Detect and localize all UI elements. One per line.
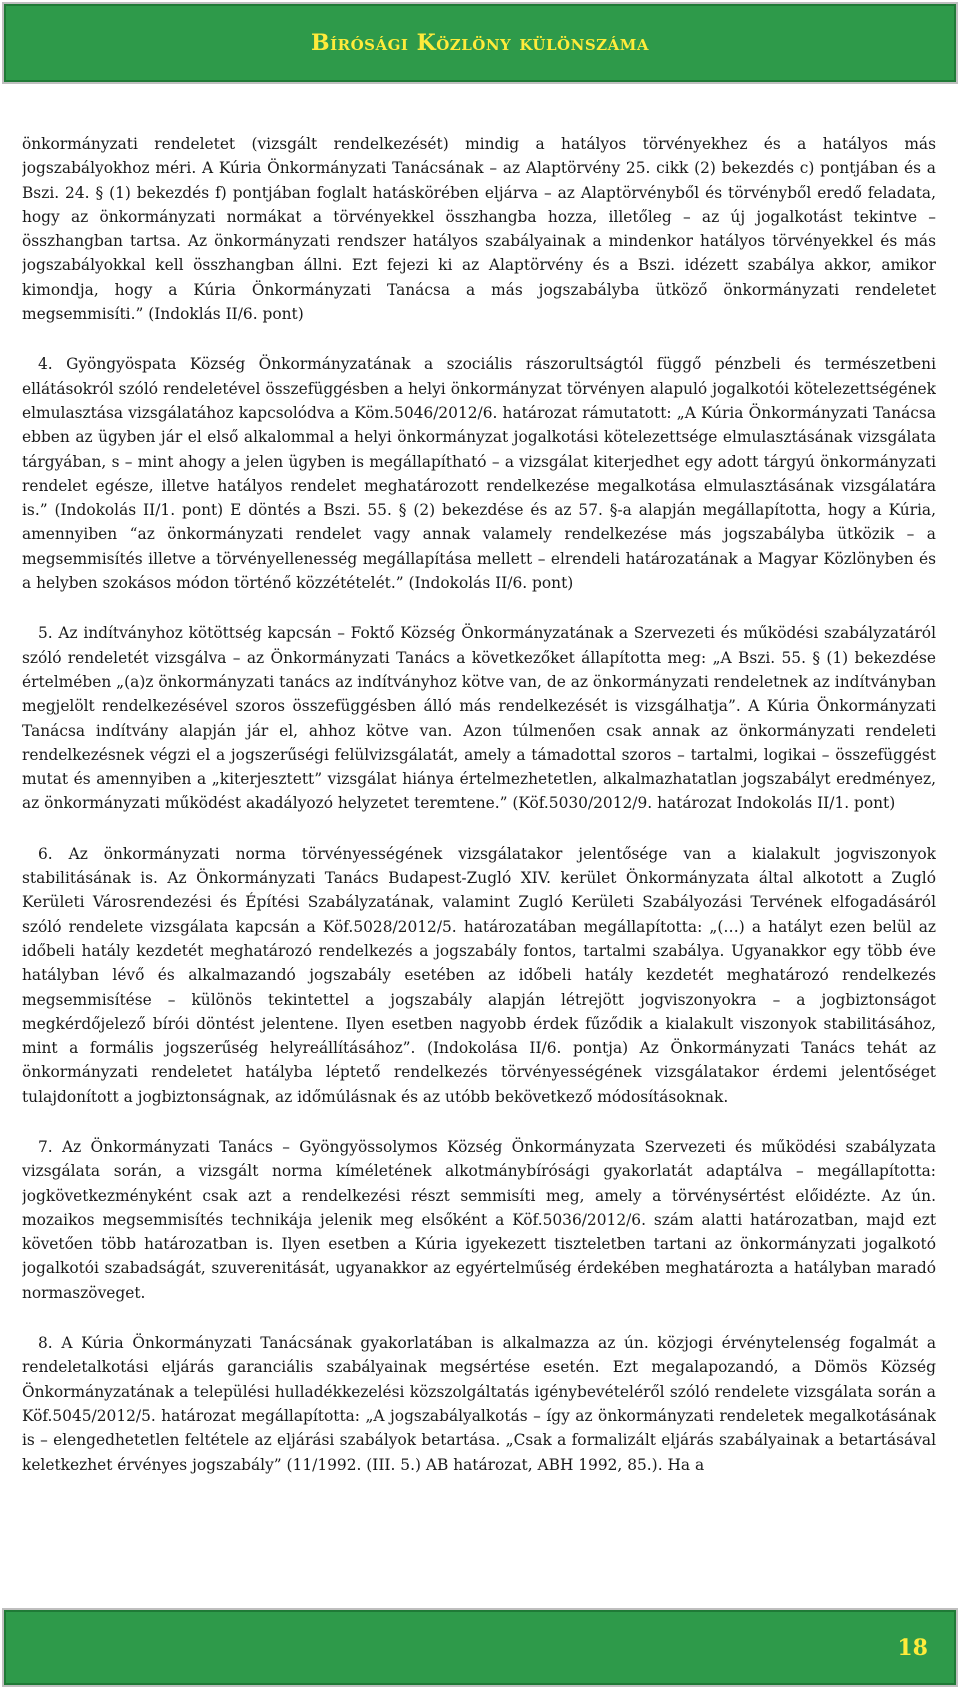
page-header-band [2, 2, 958, 84]
page-number: 18 [897, 1634, 928, 1661]
body-paragraph-6: 6. Az önkormányzati norma törvényességének vizsgálatakor jelentősége van a kialakult jogviszonyok stabilitásának is. Az Önkormányzati Tanács Budapest-Zugló XIV. kerület Önkormányzata által alkotott a Zugló Kerületi Városrendezési és Építési Szabályzatának, valamint Zugló Kerületi Szabályozási Tervének elfogadásáról szóló rendelete vizsgálata kapcsán a Köf.5028/2012/5. határozatában megállapította: „(…) a hatályt ezen belül az időbeli hatály kezdetét meghatározó rendelkezés a jogszabály fontos, tartalmi szabálya. Ugyanakkor egy több éve hatályban lévő és alkalmazandó jogszabály esetében az időbeli hatály kezdetét meghatározó rendelkezés megsemmisítése – különös tekintettel a jogszabály alapján létrejött jogviszonyokra – a jogbiztonságot megkérdőjelező bírói döntést jelentene. Ilyen esetben nagyobb érdek fűződik a kialakult viszonyok stabilitásához, mint a formális jogszerűség helyreállításához”. (Indokolása II/6. pontja) Az Önkormányzati Tanács tehát az önkormányzati rendeletet hatályba léptető rendelkezés törvényességének vizsgálatakor érdemi jelentőséget tulajdonított a jogbiztonságnak, az időmúlásnak és az utóbb bekövetkező módosításoknak. [22, 844, 936, 1106]
body-paragraph-continued: önkormányzati rendeletet (vizsgált rendelkezését) mindig a hatályos törvényekhez és a hatályos más jogszabályokhoz méri. A Kúria Önkormányzati Tanácsának – az Alaptörvény 25. cikk (2) bekezdés c) pontjában és a Bszi. 24. § (1) bekezdés f) pontjában foglalt hatáskörében eljárva – az Alaptörvényből és törvényből eredő feladata, hogy az önkormányzati normákat a törvényekkel összhangba hozza, illetőleg – az új jogalkotást tekintve – összhangban tartsa. Az önkormányzati rendszer hatályos szabályainak a mindenkor hatályos törvényekkel és más jogszabályokkal kell összhangban állni. Ezt fejezi ki az Alaptörvény és a Bszi. idézett szabálya akkor, amikor kimondja, hogy a Kúria Önkormányzati Tanácsa a más jogszabályba ütköző önkormányzati rendeletet megsemmisíti.” (Indoklás II/6. pont) [22, 135, 936, 324]
page-footer-band [2, 1608, 958, 1687]
running-header-title: Bírósági Közlöny különszáma [311, 30, 649, 56]
body-paragraph-8: 8. A Kúria Önkormányzati Tanácsának gyakorlatában is alkalmazza az ún. közjogi érvénytelenség fogalmát a rendeletalkotási eljárás garanciális szabályainak megsértése esetén. Ezt megalapozandó, a Dömös Község Önkormányzatának a települési hulladékkezelési közszolgáltatás igénybevételéről szóló rendelete vizsgálata során a Köf.5045/2012/5. határozat megállapította: „A jogszabályalkotás – így az önkormányzati rendeletek megalkotásának is – elengedhetetlen feltétele az eljárási szabályok betartása. „Csak a formalizált eljárás szabályainak a betartásával keletkezhet érvényes jogszabály” (11/1992. (III. 5.) AB határozat, ABH 1992, 85.). Ha a [22, 1334, 936, 1474]
body-paragraph-4: 4. Gyöngyöspata Község Önkormányzatának a szociális rászorultságtól függő pénzbeli és természetbeni ellátásokról szóló rendeletével összefüggésben a helyi önkormányzat törvényen alapuló jogalkotói kötelezettségének elmulasztása vizsgálatához kapcsolódva a Köm.5046/2012/6. határozat rámutatott: „A Kúria Önkormányzati Tanácsa ebben az ügyben jár el első alkalommal a helyi önkormányzat jogalkotási kötelezettsége elmulasztásának vizsgálata tárgyában, s – mint ahogy a jelen ügyben is megállapítható – a vizsgálat kiterjedhet egy adott tárgyú önkormányzati rendelet egésze, illetve hatályos rendelet meghatározott rendelkezése megalkotása elmulasztásának vizsgálatára is.” (Indokolás II/1. pont) E döntés a Bszi. 55. § (2) bekezdése és az 57. §-a alapján megállapította, hogy a Kúria, amennyiben “az önkormányzati rendelet vagy annak valamely rendelkezése más jogszabályba ütközik – a megsemmisítés illetve a törvényellenesség megállapítása mellett – elrendeli határozatának a Magyar Közlönyben és a helyben szokásos módon történő közzétételét.” (Indokolás II/6. pont) [22, 355, 936, 593]
body-paragraph-7: 7. Az Önkormányzati Tanács – Gyöngyössolymos Község Önkormányzata Szervezeti és működési szabályzata vizsgálata során, a vizsgált norma kíméletének alkotmánybírósági gyakorlatát adaptálva – megállapította: jogkövetkezményként csak azt a rendelkezési részt semmisíti meg, amely a törvénysértést előidézte. Az ún. mozaikos megsemmisítés technikája jelenik meg elsőként a Köf.5036/2012/6. szám alatti határozatban, majd ezt követően több határozatban is. Ilyen esetben a Kúria igyekezett tiszteletben tartani az önkormányzati jogalkotó jogalkotói szabadságát, szuverenitását, ugyanakkor az egyértelműség érdekében meghatározta a hatályban maradó normaszöveget. [22, 1137, 936, 1302]
body-paragraph-5: 5. Az indítványhoz kötöttség kapcsán – Foktő Község Önkormányzatának a Szervezeti és működési szabályzatáról szóló rendeletét vizsgálva – az Önkormányzati Tanács a következőket állapította meg: „A Bszi. 55. § (1) bekezdése értelmében „(a)z önkormányzati tanács az indítványhoz kötve van, de az önkormányzati rendeletnek az indítványban megjelölt rendelkezésével szoros összefüggésben álló más rendelkezését is vizsgálhatja”. A Kúria Önkormányzati Tanácsa indítvány alapján jár el, ahhoz kötve van. Azon túlmenően csak annak az önkormányzati rendeleti rendelkezésnek végzi el a jogszerűségi felülvizsgálatát, amely a támadottal szoros – tartalmi, logikai – összefüggést mutat és amennyiben a „kiterjesztett” vizsgálat hiánya értelmezhetetlen, alkalmazhatatlan jogszabályt eredményez, az önkormányzati működést akadályozó helyzetet teremtene.” (Köf.5030/2012/9. határozat Indokolás II/1. pont) [22, 624, 936, 813]
document-body [22, 132, 936, 1562]
